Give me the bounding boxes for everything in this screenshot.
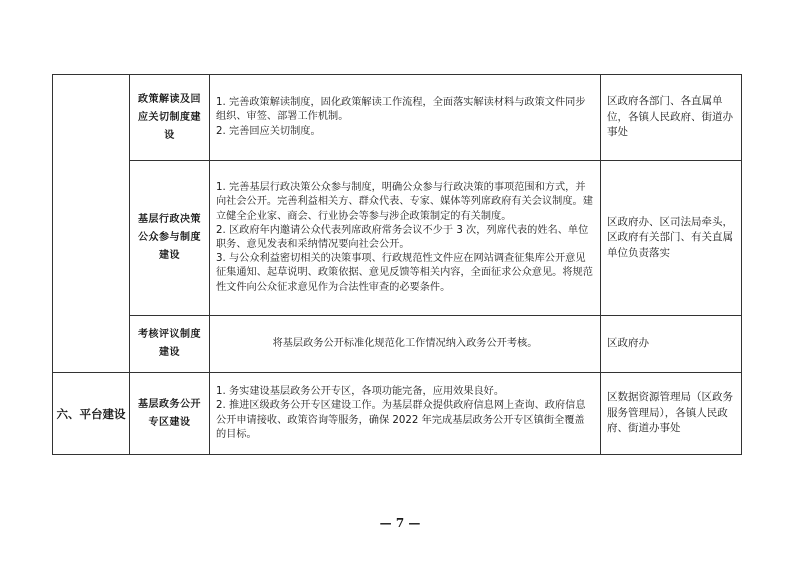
content-line: 3. 与公众利益密切相关的决策事项、行政规范性文件应在网站调查征集库公开意见征集通知、起草说明、政策依据、意见反馈等相关内容，全面征求公众意见。将规范性文件向公众征求意见作为合法性审查的必要条件。: [216, 253, 593, 293]
content-line: 2. 区政府年内邀请公众代表列席政府常务会议不少于 3 次，列席代表的姓名、单位职务、意见发表和采纳情况要向社会公开。: [216, 224, 589, 250]
category-cell: 六、平台建设: [53, 373, 130, 455]
table-row: [53, 161, 742, 316]
table-row: [53, 316, 742, 373]
item-cell: 政策解读及回应关切制度建设: [130, 75, 210, 161]
content-line: 1. 完善基层行政决策公众参与制度，明确公众参与行政决策的事项范围和方式，并向社会公开。完善利益相关方、群众代表、专家、媒体等列席政府有关会议制度。建立健全企业家、商会、行业协会等参与涉企政策制定的有关制度。: [216, 182, 593, 222]
table-row: [53, 75, 742, 161]
content-cell: [210, 373, 601, 455]
department-cell: 区政府各部门、各直属单位，各镇人民政府、街道办事处: [601, 75, 742, 161]
department-cell: 区数据资源管理局（区政务服务管理局），各镇人民政府、街道办事处: [601, 373, 742, 455]
item-cell: 基层政务公开专区建设: [130, 373, 210, 455]
content-line: 2. 推进区级政务公开专区建设工作。为基层群众提供政府信息网上查询、政府信息公开申请接收、政策咨询等服务，确保 2022 年完成基层政务公开专区镇街全覆盖的目标。: [216, 400, 586, 440]
content-line: 1. 完善政策解读制度，固化政策解读工作流程，全面落实解读材料与政策文件同步组织、审签、部署工作机制。: [216, 97, 586, 123]
content-line: 1. 务实建设基层政务公开专区，各项功能完备，应用效果良好。: [216, 386, 505, 398]
table-row: [53, 373, 742, 455]
content-line: 将基层政务公开标准化规范化工作情况纳入政务公开考核。: [272, 337, 538, 349]
content-line: 2. 完善回应关切制度。: [216, 125, 321, 137]
department-cell: 区政府办: [601, 316, 742, 373]
policy-table: [52, 74, 742, 455]
department-cell: 区政府办、区司法局牵头，区政府有关部门、有关直属单位负责落实: [601, 161, 742, 316]
page-number: — 7 —: [379, 516, 421, 530]
content-cell: [210, 75, 601, 161]
item-cell: 基层行政决策公众参与制度建设: [130, 161, 210, 316]
category-cell: [53, 75, 130, 373]
item-cell: 考核评议制度建设: [130, 316, 210, 373]
content-cell: [210, 316, 601, 373]
content-cell: [210, 161, 601, 316]
